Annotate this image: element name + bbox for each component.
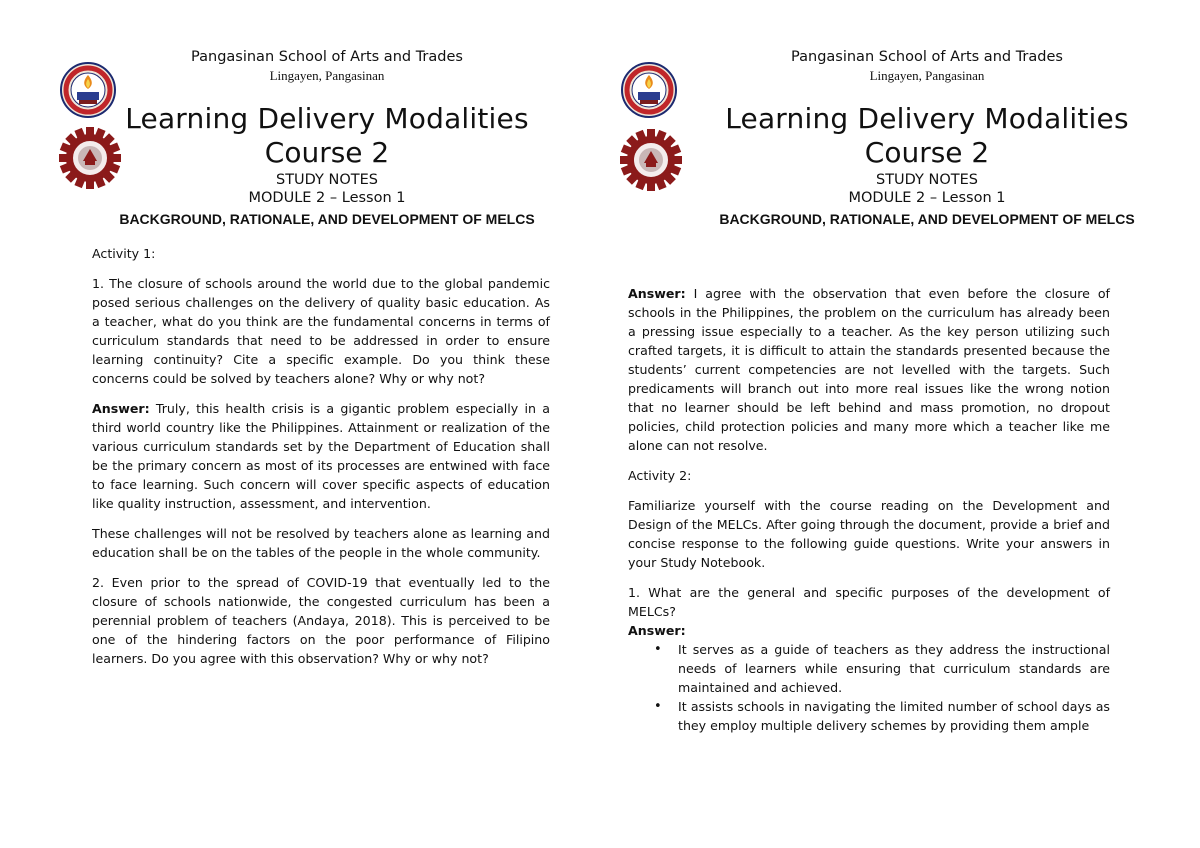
section-heading: BACKGROUND, RATIONALE, AND DEVELOPMENT OF MELCS xyxy=(719,211,1135,227)
answer-1-text: Truly, this health crisis is a gigantic problem especially in a third world country like the Philippines. Attainment or realization of the various curriculum standards set by the Department of Education shall be the primary concern as most of its processes are entwined with face to face learning. Such concern will cover specific aspects of education like quality instruction, assessment, and intervention. xyxy=(92,401,550,511)
answer-2-text: I agree with the observation that even before the closure of schools in the Philippines, the problem on the curriculum has already been a pressing issue especially to a teacher. As the key person utilizing such crafted targets, it is difficult to attain the standards presented because the students’ current competencies are not levelled with the targets. Such predicaments will branch out into more real issues like the wrong notion that no learner should be left behind and mass promotion, no dropout policies, child protection policies and many more which a teacher like me alone can not resolve. xyxy=(628,286,1110,453)
module-label: MODULE 2 – Lesson 1 xyxy=(848,190,1006,206)
course-number: Course 2 xyxy=(864,136,990,169)
answer-2 xyxy=(628,284,1110,455)
list-item: • It serves as a guide of teachers as they address the instructional needs of learners while ensuring that curriculum standards are maintained and achieved. xyxy=(678,640,1110,697)
school-location: Lingayen, Pangasinan xyxy=(869,68,985,83)
question-2: 2. Even prior to the spread of COVID-19 that eventually led to the closure of schools nationwide, the congested curriculum has been a perennial problem of teachers (Andaya, 2018). This is perceived to be one of the hindering factors on the poor performance of Filipino learners. Do you agree with this observation? Why or why not? xyxy=(92,575,550,666)
course-title: Learning Delivery Modalities xyxy=(125,102,529,135)
activity-2-question-1: 1. What are the general and specific purposes of the development of MELCs? xyxy=(628,585,1110,619)
school-location: Lingayen, Pangasinan xyxy=(269,68,385,83)
course-title: Learning Delivery Modalities xyxy=(725,102,1129,135)
left-body xyxy=(92,244,550,679)
answer-bullet-list xyxy=(628,640,1110,735)
answer-label: Answer: xyxy=(92,401,150,416)
course-number: Course 2 xyxy=(264,136,390,169)
right-body xyxy=(628,284,1110,735)
module-label: MODULE 2 – Lesson 1 xyxy=(248,190,406,206)
activity-2-label: Activity 2: xyxy=(628,468,692,483)
question-1: 1. The closure of schools around the world due to the global pandemic posed serious challenges on the delivery of quality basic education. As a teacher, what do you think are the fundamental concerns in terms of curriculum standards that need to be addressed in order to ensure learning continuity? Cite a specific example. Do you think these concerns could be solved by teachers alone? Why or why not? xyxy=(92,276,550,386)
activity-2-text: Familiarize yourself with the course reading on the Development and Design of the MELCs. After going through the document, provide a brief and concise response to the following guide questions. Write your answers in your Study Notebook. xyxy=(628,498,1110,570)
school-name: Pangasinan School of Arts and Trades xyxy=(791,49,1063,65)
school-name: Pangasinan School of Arts and Trades xyxy=(191,49,463,65)
right-page xyxy=(600,0,1200,848)
section-heading: BACKGROUND, RATIONALE, AND DEVELOPMENT OF MELCS xyxy=(119,211,535,227)
answer-1 xyxy=(92,399,550,513)
study-notes-label: STUDY NOTES xyxy=(276,172,378,188)
answer-label: Answer: xyxy=(628,286,686,301)
list-item: • It assists schools in navigating the limited number of school days as they employ multiple delivery schemes by providing them ample xyxy=(678,697,1110,735)
activity-1-label: Activity 1: xyxy=(92,246,156,261)
answer-label-2: Answer: xyxy=(628,623,686,638)
study-notes-label: STUDY NOTES xyxy=(876,172,978,188)
answer-1b: These challenges will not be resolved by teachers alone as learning and education shall be on the tables of the people in the whole community. xyxy=(92,526,550,560)
